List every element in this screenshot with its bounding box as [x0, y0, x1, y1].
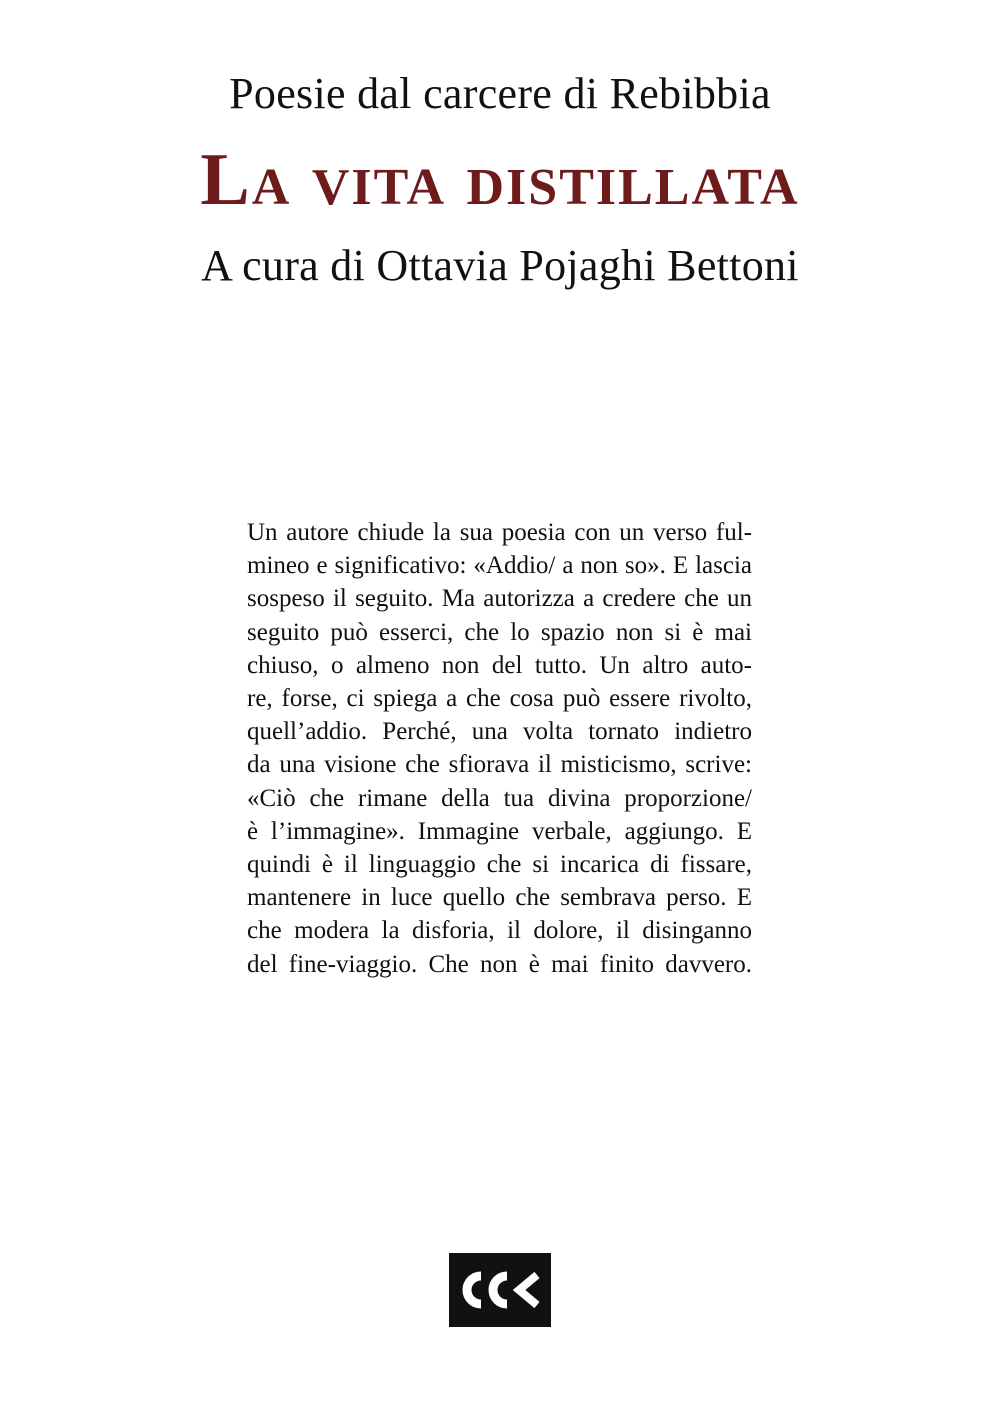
- blurb-line: re, forse, ci spiega a che cosa può essere rivolto,: [247, 685, 752, 713]
- blurb-line: del fine-viaggio. Che non è mai finito davvero.: [247, 950, 752, 978]
- book-subtitle: Poesie dal carcere di Rebibbia: [229, 69, 771, 118]
- book-editor: A cura di Ottavia Pojaghi Bettoni: [201, 241, 799, 290]
- blurb-line: mineo e significativo: «Addio/ a non so». E lascia: [247, 552, 752, 580]
- blurb-line: Un autore chiude la sua poesia con un verso ful-: [247, 519, 752, 546]
- publisher-logo-icon: [449, 1253, 551, 1327]
- blurb-line: mantenere in luce quello che sembrava perso. E: [247, 884, 752, 912]
- blurb-line: da una visione che sfiorava il misticismo, scrive:: [247, 751, 752, 779]
- blurb-line: quell’addio. Perché, una volta tornato indietro: [247, 718, 752, 746]
- back-cover-blurb: [247, 516, 752, 981]
- blurb-line: quindi è il linguaggio che si incarica di fissare,: [247, 851, 752, 879]
- blurb-line: sospeso il seguito. Ma autorizza a credere che un: [247, 585, 752, 613]
- blurb-line: è l’immagine». Immagine verbale, aggiungo. E: [247, 817, 752, 845]
- blurb-line: che modera la disforia, il dolore, il disinganno: [247, 917, 752, 945]
- blurb-line: «Ciò che rimane della tua divina proporzione/: [247, 784, 752, 812]
- publisher-logo-mark: [457, 1263, 543, 1317]
- blurb-line: chiuso, o almeno non del tutto. Un altro auto-: [247, 651, 752, 679]
- book-title: La vita distillata: [200, 139, 800, 221]
- blurb-line: seguito può esserci, che lo spazio non si è mai: [247, 618, 752, 646]
